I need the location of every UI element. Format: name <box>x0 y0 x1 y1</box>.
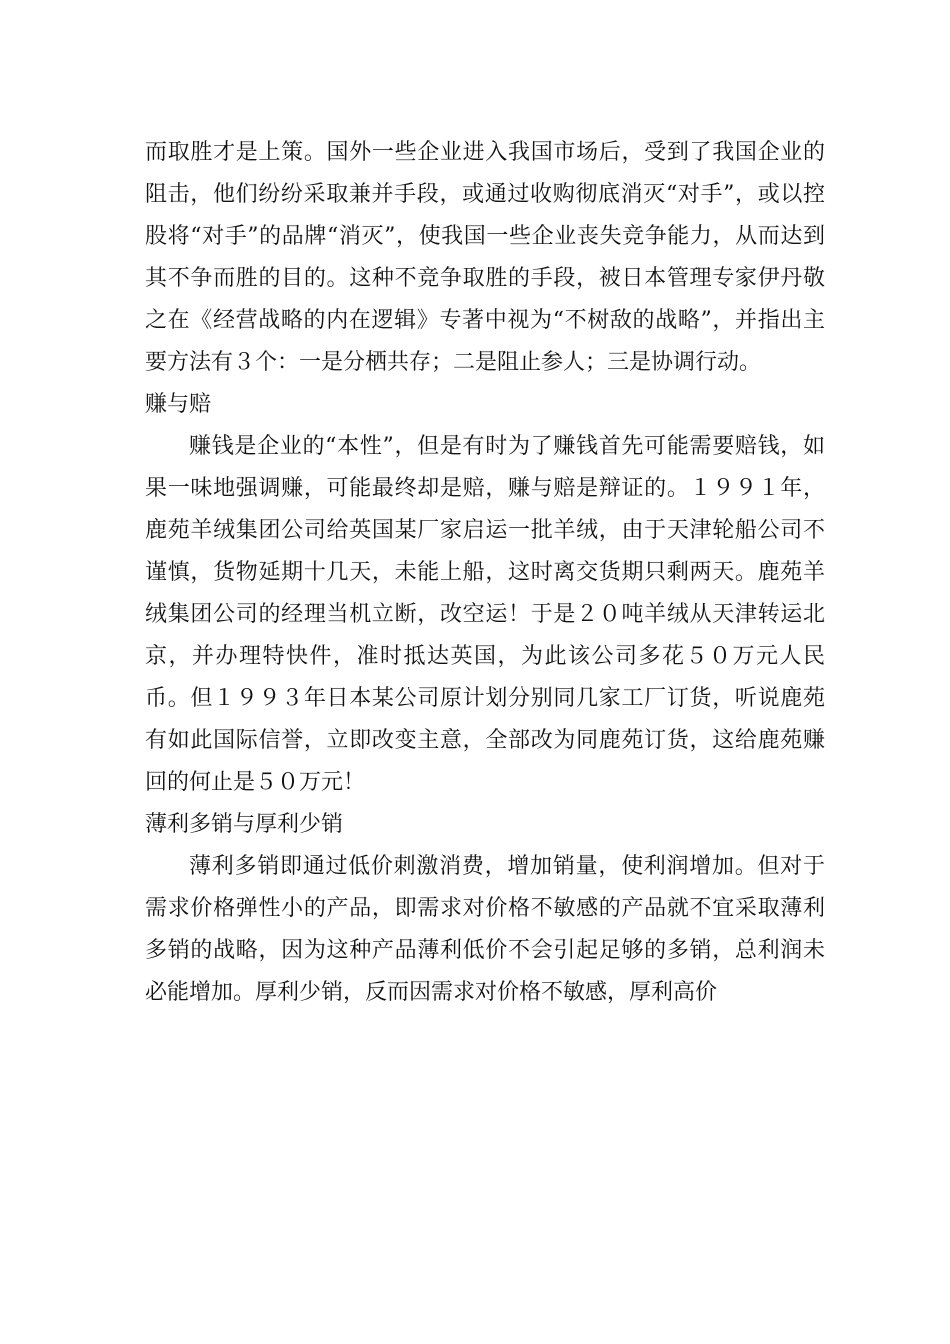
paragraph-earn-and-lose: 赚钱是企业的“本性”，但是有时为了赚钱首先可能需要赔钱，如果一味地强调赚，可能最终却是赔，赚与赔是辩证的。１９９１年，鹿苑羊绒集团公司给英国某厂家启运一批羊绒，由于天津轮船公司不谨慎，货物延期十几天，未能上船，这时离交货期只剩两天。鹿苑羊绒集团公司的经理当机立断，改空运！于是２０吨羊绒从天津转运北京，并办理特快件，准时抵达英国，为此该公司多花５０万元人民币。但１９９３年日本某公司原计划分别同几家工厂订货，听说鹿苑有如此国际信誉，立即改变主意，全部改为同鹿苑订货，这给鹿苑赚回的何止是５０万元！ <box>145 434 825 795</box>
paragraph-competition-strategy: 而取胜才是上策。国外一些企业进入我国市场后，受到了我国企业的阻击，他们纷纷采取兼并手段，或通过收购彻底消灭“对手”，或以控股将“对手”的品牌“消灭”，使我国一些企业丧失竞争能力，从而达到其不争而胜的目的。这种不竞争取胜的手段，被日本管理专家伊丹敬之在《经营战略的内在逻辑》专著中视为“不树敌的战略”，并指出主要方法有３个：一是分栖共存；二是阻止参人；三是协调行动。 <box>145 140 825 375</box>
paragraph-thin-margin-vs-thick-margin: 薄利多销即通过低价刺激消费，增加销量，使利润增加。但对于需求价格弹性小的产品，即需求对价格不敏感的产品就不宜采取薄利多销的战略，因为这种产品薄利低价不会引起足够的多销，总利润未必能增加。厚利少销，反而因需求对价格不敏感，厚利高价 <box>145 854 825 1005</box>
section-heading-earn-and-lose: 赚与赔 <box>145 392 212 417</box>
document-body <box>145 132 825 1014</box>
section-heading-thin-margin-vs-thick-margin: 薄利多销与厚利少销 <box>145 812 344 837</box>
